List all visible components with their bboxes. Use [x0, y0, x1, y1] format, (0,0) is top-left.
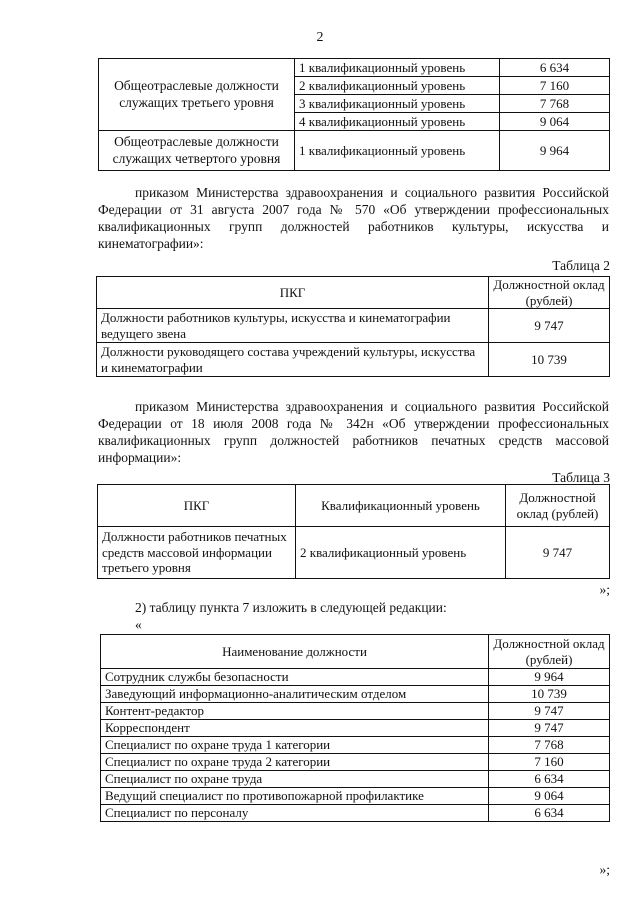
position-name-cell: Специалист по охране труда 1 категории	[101, 737, 489, 754]
salary-cell: 6 634	[489, 771, 610, 788]
level-cell: 1 квалификационный уровень	[295, 59, 500, 77]
position-name-cell: Специалист по персоналу	[101, 805, 489, 822]
salary-cell: 9 964	[489, 669, 610, 686]
group-cell: Общеотраслевые должности служащих четвертого уровня	[99, 131, 295, 171]
pkg-name-cell: Должности руководящего состава учреждений культуры, искусства и кинематографии	[97, 343, 489, 377]
salary-cell: 7 160	[489, 754, 610, 771]
order-paragraph-2: приказом Министерства здравоохранения и социального развития Российской Федерации от 18 июля 2008 года № 342н «Об утверждении профессиональных квалификационных групп должностей работников печатных средств массовой информации»:	[98, 399, 609, 465]
position-name-cell: Специалист по охране труда	[101, 771, 489, 788]
salary-cell: 7 160	[500, 77, 610, 95]
salary-cell: 6 634	[500, 59, 610, 77]
level-cell: 2 квалификационный уровень	[296, 527, 506, 579]
table-2-caption: Таблица 2	[552, 258, 610, 273]
table-3-caption: Таблица 3	[552, 470, 610, 485]
order-paragraph-1: приказом Министерства здравоохранения и социального развития Российской Федерации от 31 августа 2007 года № 570 «Об утверждении профессиональных квалификационных групп должностей работников культуры, искусства и кинематографии»:	[98, 185, 609, 251]
pkg-table-3	[97, 484, 610, 579]
salary-cell: 9 747	[489, 309, 610, 343]
salary-cell: 10 739	[489, 686, 610, 703]
level-cell: 2 квалификационный уровень	[295, 77, 500, 95]
closing-quote-2: »;	[599, 862, 610, 877]
position-name-cell: Специалист по охране труда 2 категории	[101, 754, 489, 771]
level-cell: 4 квалификационный уровень	[295, 113, 500, 131]
header-position-name: Наименование должности	[101, 635, 489, 669]
salary-cell: 9 747	[489, 703, 610, 720]
qualification-table-1	[98, 58, 610, 171]
header-salary: Должностной оклад (рублей)	[489, 277, 610, 309]
header-level: Квалификационный уровень	[296, 485, 506, 527]
opening-quote: «	[135, 617, 142, 632]
pkg-name-cell: Должности работников печатных средств массовой информации третьего уровня	[98, 527, 296, 579]
level-cell: 3 квалификационный уровень	[295, 95, 500, 113]
salary-cell: 9 964	[500, 131, 610, 171]
closing-quote-1: »;	[599, 582, 610, 597]
page-number: 2	[316, 30, 324, 45]
group-cell: Общеотраслевые должности служащих третьего уровня	[99, 59, 295, 131]
positions-table	[100, 634, 610, 822]
position-name-cell: Ведущий специалист по противопожарной профилактике	[101, 788, 489, 805]
pkg-table-2	[96, 276, 610, 377]
pkg-name-cell: Должности работников культуры, искусства и кинематографии ведущего звена	[97, 309, 489, 343]
header-pkg: ПКГ	[97, 277, 489, 309]
position-name-cell: Контент-редактор	[101, 703, 489, 720]
salary-cell: 9 064	[500, 113, 610, 131]
salary-cell: 9 064	[489, 788, 610, 805]
salary-cell: 9 747	[506, 527, 610, 579]
level-cell: 1 квалификационный уровень	[295, 131, 500, 171]
header-salary: Должностной оклад (рублей)	[506, 485, 610, 527]
header-salary: Должностной оклад (рублей)	[489, 635, 610, 669]
salary-cell: 10 739	[489, 343, 610, 377]
position-name-cell: Корреспондент	[101, 720, 489, 737]
position-name-cell: Сотрудник службы безопасности	[101, 669, 489, 686]
salary-cell: 7 768	[489, 737, 610, 754]
salary-cell: 9 747	[489, 720, 610, 737]
item-2-text: 2) таблицу пункта 7 изложить в следующей редакции:	[135, 600, 447, 615]
header-pkg: ПКГ	[98, 485, 296, 527]
salary-cell: 6 634	[489, 805, 610, 822]
position-name-cell: Заведующий информационно-аналитическим отделом	[101, 686, 489, 703]
salary-cell: 7 768	[500, 95, 610, 113]
